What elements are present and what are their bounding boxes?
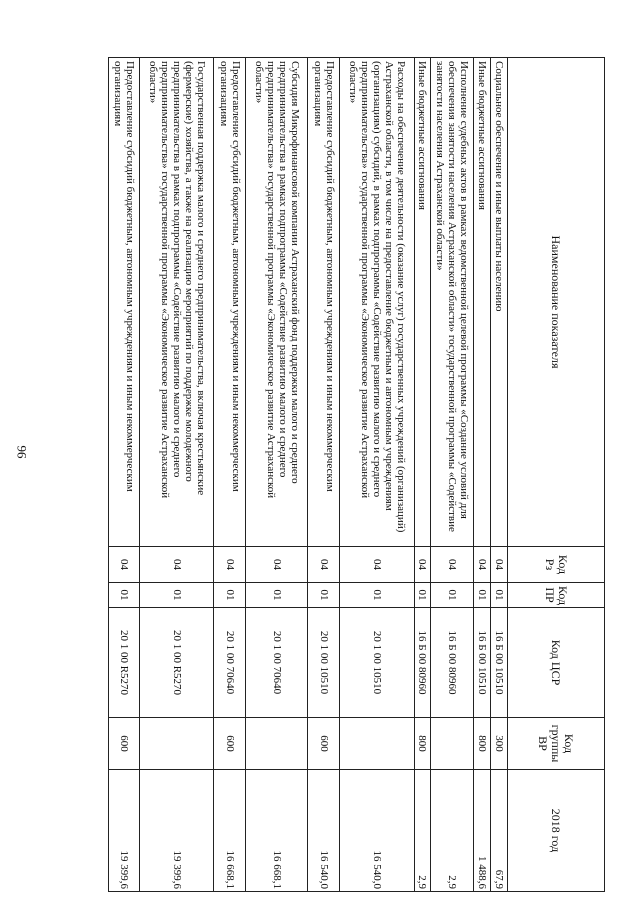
rotated-table-frame — [108, 57, 605, 891]
header-rz: Код Рз — [507, 547, 604, 583]
row-csr: 16 Б 00 10510 — [474, 608, 491, 718]
row-csr: 16 Б 00 10510 — [490, 608, 507, 718]
row-csr: 20 1 00 70640 — [214, 608, 246, 718]
row-name: Предоставление субсидий бюджетным, автономным учреждениям и иным некоммерческим организациям — [109, 58, 140, 547]
page-number: 96 — [14, 445, 29, 459]
header-pr: Код ПР — [507, 583, 604, 608]
row-vr: 600 — [308, 718, 340, 770]
row-amount: 67,9 — [490, 770, 507, 892]
row-name: Исполнение судебных актов в рамках ведомственной целевой программы «Создание условий для обеспечения занятости населения Астраханской области» государственной программы «Содействие занятости населения Астраханской области» — [431, 58, 474, 547]
table-row — [246, 58, 308, 892]
row-amount: 16 540,0 — [340, 770, 414, 892]
row-pr: 01 — [474, 583, 491, 608]
row-name: Предоставление субсидий бюджетным, автономным учреждениям и иным некоммерческим организациям — [214, 58, 246, 547]
row-amount: 16 668,1 — [246, 770, 308, 892]
table-row — [340, 58, 414, 892]
row-rz: 04 — [308, 547, 340, 583]
table-row — [431, 58, 474, 892]
row-pr: 01 — [431, 583, 474, 608]
table-row — [214, 58, 246, 892]
row-pr: 01 — [414, 583, 431, 608]
table-row — [140, 58, 214, 892]
table-row — [490, 58, 507, 892]
row-amount: 2,9 — [431, 770, 474, 892]
row-rz: 04 — [140, 547, 214, 583]
row-rz: 04 — [340, 547, 414, 583]
row-csr: 20 1 00 R5270 — [140, 608, 214, 718]
row-pr: 01 — [109, 583, 140, 608]
row-name: Социальное обеспечение и иные выплаты населению — [490, 58, 507, 547]
header-2018: 2018 год — [507, 770, 604, 892]
row-vr: 800 — [474, 718, 491, 770]
table-row — [474, 58, 491, 892]
row-vr: 600 — [214, 718, 246, 770]
header-csr: Код ЦСР — [507, 608, 604, 718]
row-name: Иные бюджетные ассигнования — [414, 58, 431, 547]
row-csr: 20 1 00 R5270 — [109, 608, 140, 718]
row-csr: 20 1 00 70640 — [246, 608, 308, 718]
row-vr: 800 — [414, 718, 431, 770]
row-rz: 04 — [109, 547, 140, 583]
row-csr: 20 1 00 10510 — [340, 608, 414, 718]
row-amount: 19 399,6 — [109, 770, 140, 892]
row-vr: 300 — [490, 718, 507, 770]
row-rz: 04 — [431, 547, 474, 583]
row-csr: 20 1 00 10510 — [308, 608, 340, 718]
header-vr: Код группы ВР — [507, 718, 604, 770]
row-amount: 16 540,0 — [308, 770, 340, 892]
row-rz: 04 — [474, 547, 491, 583]
row-pr: 01 — [340, 583, 414, 608]
header-name: Наименование показателя — [507, 58, 604, 547]
row-pr: 01 — [246, 583, 308, 608]
row-rz: 04 — [214, 547, 246, 583]
table-row — [109, 58, 140, 892]
row-amount: 2,9 — [414, 770, 431, 892]
header-row — [507, 58, 604, 892]
row-name: Государственная поддержка малого и среднего предпринимательства, включая крестьянские (фермерские) хозяйства, а также на реализацию мероприятий по поддержке молодежного предпринимательства в рамках подпрограммы «Содействие развитию малого и среднего предпринимательства» государственной программы «Экономическое развитие Астраханской области» — [140, 58, 214, 547]
row-pr: 01 — [214, 583, 246, 608]
row-amount: 16 668,1 — [214, 770, 246, 892]
row-vr: 600 — [109, 718, 140, 770]
row-vr — [340, 718, 414, 770]
row-rz: 04 — [414, 547, 431, 583]
row-csr: 16 Б 00 80960 — [431, 608, 474, 718]
row-name: Предоставление субсидий бюджетным, автономным учреждениям и иным некоммерческим организациям — [308, 58, 340, 547]
row-name: Расходы на обеспечение деятельности (оказание услуг) государственных учреждений (организаций) Астраханской области, в том числе на предоставление бюджетным и автономным учреждениям (организациям) субсидий, в рамках подпрограммы «Содействие развитию малого и среднего предпринимательства» государственной программы «Экономическое развитие Астраханской области» — [340, 58, 414, 547]
row-rz: 04 — [490, 547, 507, 583]
row-pr: 01 — [490, 583, 507, 608]
row-name: Субсидия Микрофинансовой компании Астраханский фонд поддержки малого и среднего предпринимательства в рамках подпрограммы «Содействие развитию малого и среднего предпринимательства» государственной программы «Экономическое развитие Астраханской области» — [246, 58, 308, 547]
table-row — [308, 58, 340, 892]
budget-table — [108, 57, 605, 892]
row-pr: 01 — [140, 583, 214, 608]
row-vr — [140, 718, 214, 770]
row-name: Иные бюджетные ассигнования — [474, 58, 491, 547]
row-rz: 04 — [246, 547, 308, 583]
row-amount: 19 399,6 — [140, 770, 214, 892]
row-csr: 16 Б 00 80960 — [414, 608, 431, 718]
row-pr: 01 — [308, 583, 340, 608]
row-amount: 1 488,6 — [474, 770, 491, 892]
table-row — [414, 58, 431, 892]
row-vr — [431, 718, 474, 770]
row-vr — [246, 718, 308, 770]
